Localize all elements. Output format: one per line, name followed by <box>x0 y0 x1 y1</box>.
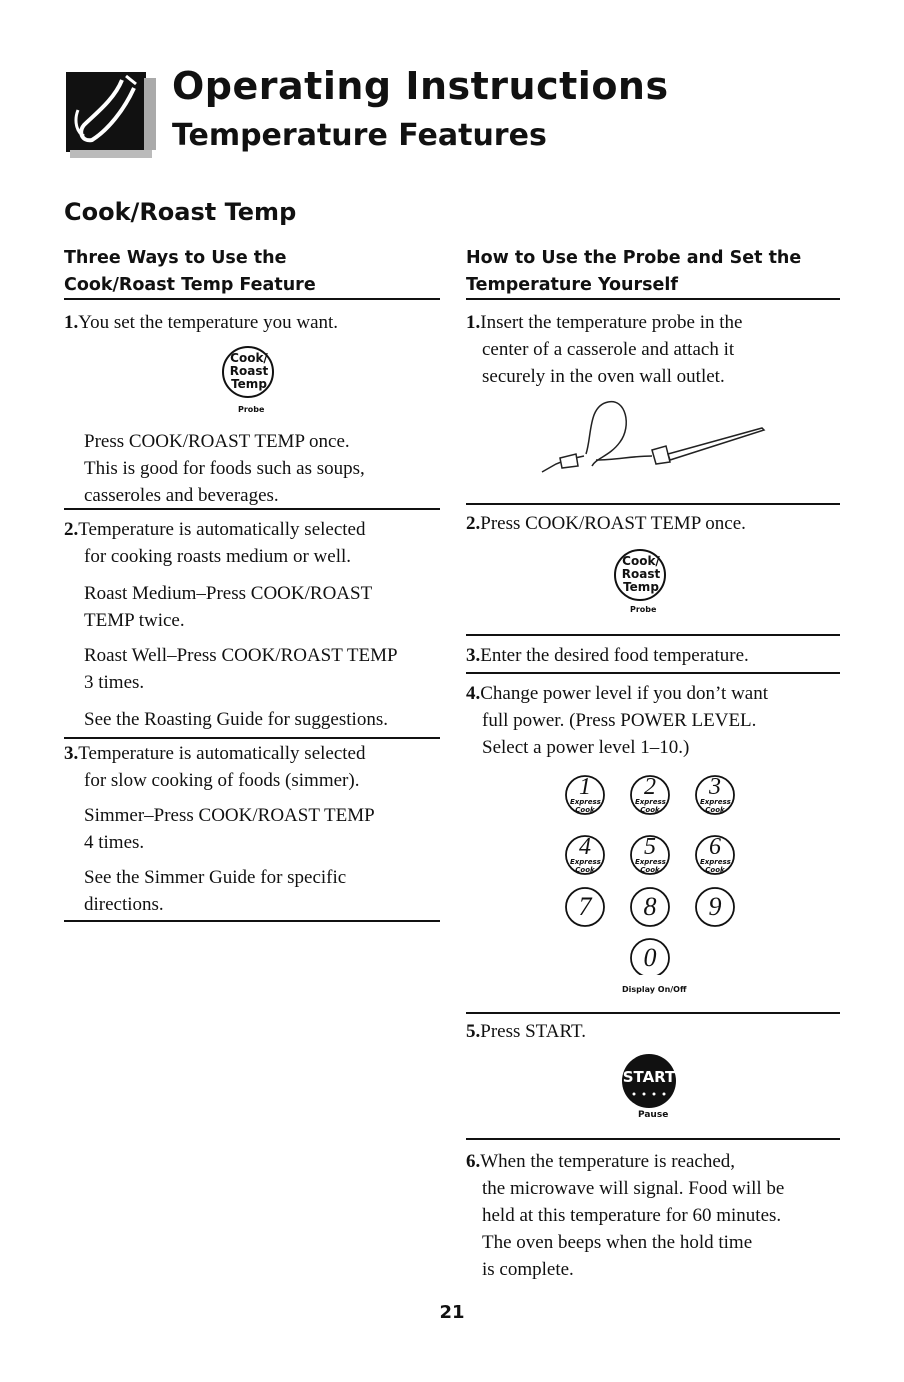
display-onoff-label: Display On/Off <box>622 985 687 994</box>
express-text: Express <box>700 858 731 866</box>
key-6: 6 <box>709 834 721 860</box>
express-cook-label <box>700 798 730 814</box>
left-step1-body <box>84 428 365 509</box>
express-text: Express <box>570 798 601 806</box>
body-line: center of a casserole and attach it <box>482 339 735 360</box>
key-7: 7 <box>578 892 592 921</box>
temperature-probe-icon <box>536 396 768 482</box>
left-step2 <box>64 516 366 570</box>
cook-roast-temp-label <box>225 352 273 391</box>
key-3: 3 <box>709 774 721 800</box>
step-number: 1. <box>64 312 79 333</box>
express-cook-label <box>635 858 665 874</box>
express-cook-label <box>700 858 730 874</box>
roast-label: Roast <box>621 567 661 581</box>
step-number: 2. <box>466 513 481 534</box>
body-line: The oven beeps when the hold time <box>482 1232 753 1253</box>
body-line: Roast Well–Press COOK/ROAST TEMP <box>84 645 398 666</box>
step-text: Press START. <box>480 1021 586 1042</box>
left-step1 <box>64 309 338 336</box>
right-step4 <box>466 680 768 761</box>
express-text: Express <box>635 858 666 866</box>
right-step3 <box>466 642 749 669</box>
step-number: 4. <box>466 683 481 704</box>
step-number: 6. <box>466 1151 481 1172</box>
temp-label: Temp <box>231 377 267 391</box>
key-1: 1 <box>579 774 591 800</box>
left-heading-line2: Cook/Roast Temp Feature <box>64 275 316 295</box>
body-line: directions. <box>84 894 164 915</box>
right-step1 <box>466 309 742 390</box>
body-line: Temperature is automatically selected <box>78 743 366 764</box>
express-text: Express <box>635 798 666 806</box>
body-line: securely in the oven wall outlet. <box>482 366 725 387</box>
right-heading-line1: How to Use the Probe and Set the <box>466 248 802 268</box>
step-number: 2. <box>64 519 79 540</box>
body-line: Roast Medium–Press COOK/ROAST <box>84 583 373 604</box>
cook-text: Cook <box>705 806 725 814</box>
cook-label: Cook/ <box>622 554 660 568</box>
body-line: for cooking roasts medium or well. <box>84 546 352 567</box>
cook-text: Cook <box>705 866 725 874</box>
temp-label: Temp <box>623 580 659 594</box>
key-4: 4 <box>579 834 591 860</box>
cook-text: Cook <box>575 866 595 874</box>
body-line: When the temperature is reached, <box>480 1151 736 1172</box>
left-step3 <box>64 740 366 794</box>
step-number: 3. <box>466 645 481 666</box>
left-heading <box>64 245 316 299</box>
hand-pointing-icon <box>64 70 160 160</box>
left-step2-well <box>84 642 398 696</box>
pause-sublabel: Pause <box>638 1110 669 1120</box>
body-line: Change power level if you don’t want <box>480 683 768 704</box>
key-5: 5 <box>644 834 656 860</box>
express-cook-label <box>570 858 600 874</box>
key-0: 0 <box>643 943 657 972</box>
right-heading-line2: Temperature Yourself <box>466 275 679 295</box>
left-step2-see: See the Roasting Guide for suggestions. <box>84 709 388 730</box>
body-line: TEMP twice. <box>84 610 185 631</box>
left-step2-medium <box>84 580 372 634</box>
key-9: 9 <box>708 892 722 921</box>
right-step6 <box>466 1148 784 1283</box>
right-heading <box>466 245 801 299</box>
cook-text: Cook <box>640 866 660 874</box>
body-line: full power. (Press POWER LEVEL. <box>482 710 757 731</box>
step-number: 3. <box>64 743 79 764</box>
body-line: Insert the temperature probe in the <box>480 312 743 333</box>
body-line: the microwave will signal. Food will be <box>482 1178 785 1199</box>
key-8: 8 <box>643 892 657 921</box>
step-number: 5. <box>466 1021 481 1042</box>
number-keypad <box>560 770 750 1000</box>
body-line: is complete. <box>482 1259 574 1280</box>
step-text: You set the temperature you want. <box>78 312 339 333</box>
section-title: Cook/Roast Temp <box>64 198 297 226</box>
step-number: 1. <box>466 312 481 333</box>
probe-sublabel: Probe <box>630 605 657 614</box>
left-step3-see <box>84 864 346 918</box>
page-number: 21 <box>439 1302 465 1323</box>
cook-roast-temp-label <box>617 555 665 594</box>
step-text: Enter the desired food temperature. <box>480 645 749 666</box>
body-line: This is good for foods such as soups, <box>84 458 365 479</box>
body-line: Select a power level 1–10.) <box>482 737 690 758</box>
probe-sublabel: Probe <box>238 405 265 414</box>
body-line: Temperature is automatically selected <box>78 519 366 540</box>
body-line: held at this temperature for 60 minutes. <box>482 1205 782 1226</box>
body-line: Simmer–Press COOK/ROAST TEMP <box>84 805 375 826</box>
left-heading-line1: Three Ways to Use the <box>64 248 287 268</box>
body-line: See the Simmer Guide for specific <box>84 867 347 888</box>
cook-label: Cook/ <box>230 351 268 365</box>
cook-text: Cook <box>640 806 660 814</box>
body-line: 3 times. <box>84 672 145 693</box>
express-cook-label <box>570 798 600 814</box>
body-line: 4 times. <box>84 832 145 853</box>
page-subtitle: Temperature Features <box>172 118 547 153</box>
step-text: Press COOK/ROAST TEMP once. <box>480 513 746 534</box>
express-text: Express <box>570 858 601 866</box>
page-title: Operating Instructions <box>172 64 669 108</box>
roast-label: Roast <box>229 364 269 378</box>
body-line: for slow cooking of foods (simmer). <box>84 770 360 791</box>
express-cook-label <box>635 798 665 814</box>
cook-text: Cook <box>575 806 595 814</box>
right-step5 <box>466 1018 586 1045</box>
start-label: START <box>622 1068 676 1086</box>
left-step3-simmer <box>84 802 375 856</box>
right-step2 <box>466 510 746 537</box>
key-2: 2 <box>644 774 656 800</box>
express-text: Express <box>700 798 731 806</box>
body-line: Press COOK/ROAST TEMP once. <box>84 431 350 452</box>
body-line: casseroles and beverages. <box>84 485 279 506</box>
